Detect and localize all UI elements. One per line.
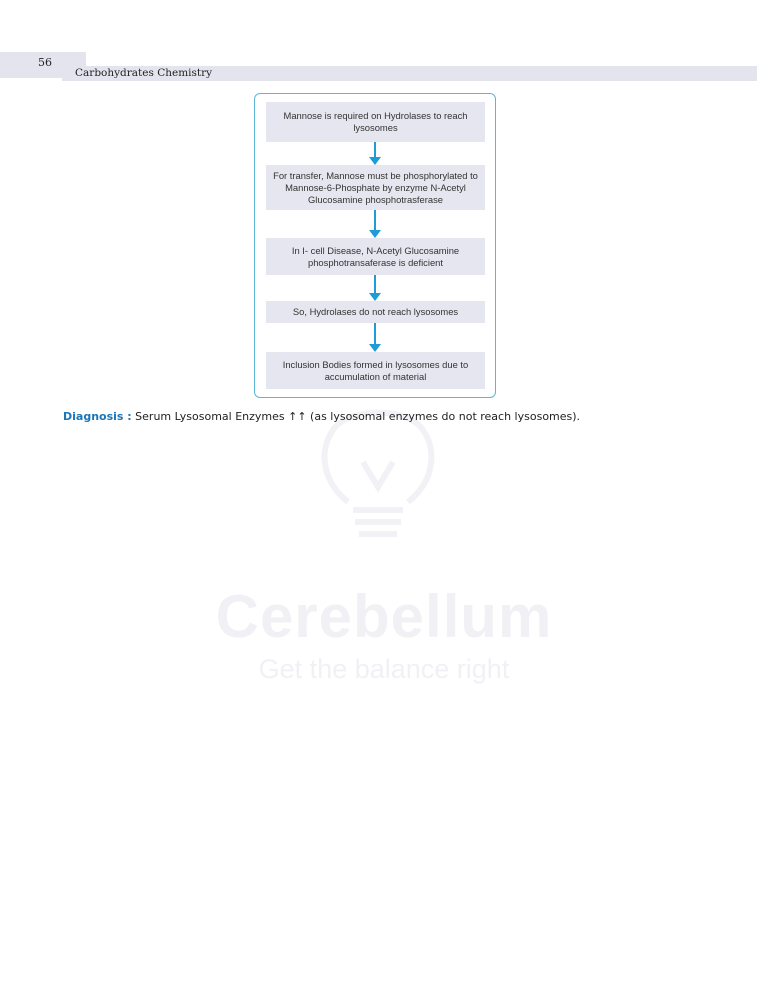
diagnosis-label: Diagnosis : [63,410,132,423]
flow-step-2: For transfer, Mannose must be phosphorylated to Mannose-6-Phosphate by enzyme N-Acetyl Glucosamine phosphotrasferase [266,165,485,210]
watermark-tagline: Get the balance right [258,654,510,684]
flow-step-3: In I- cell Disease, N-Acetyl Glucosamine phosphotransaferase is deficient [266,238,485,275]
flow-step-5: Inclusion Bodies formed in lysosomes due to accumulation of material [266,352,485,389]
flow-step-1: Mannose is required on Hydrolases to reach lysosomes [266,102,485,142]
down-arrow-icon [369,210,381,238]
flow-step-4: So, Hydrolases do not reach lysosomes [266,301,485,323]
down-arrow-icon [369,142,381,165]
page-number: 56 [38,56,52,69]
watermark-brand: Cerebellum [215,583,553,650]
diagnosis-line [63,409,580,425]
diagnosis-text: Serum Lysosomal Enzymes ↑↑ (as lysosomal enzymes do not reach lysosomes). [131,410,581,423]
down-arrow-icon [369,323,381,352]
down-arrow-icon [369,275,381,301]
chapter-title: Carbohydrates Chemistry [75,67,213,79]
